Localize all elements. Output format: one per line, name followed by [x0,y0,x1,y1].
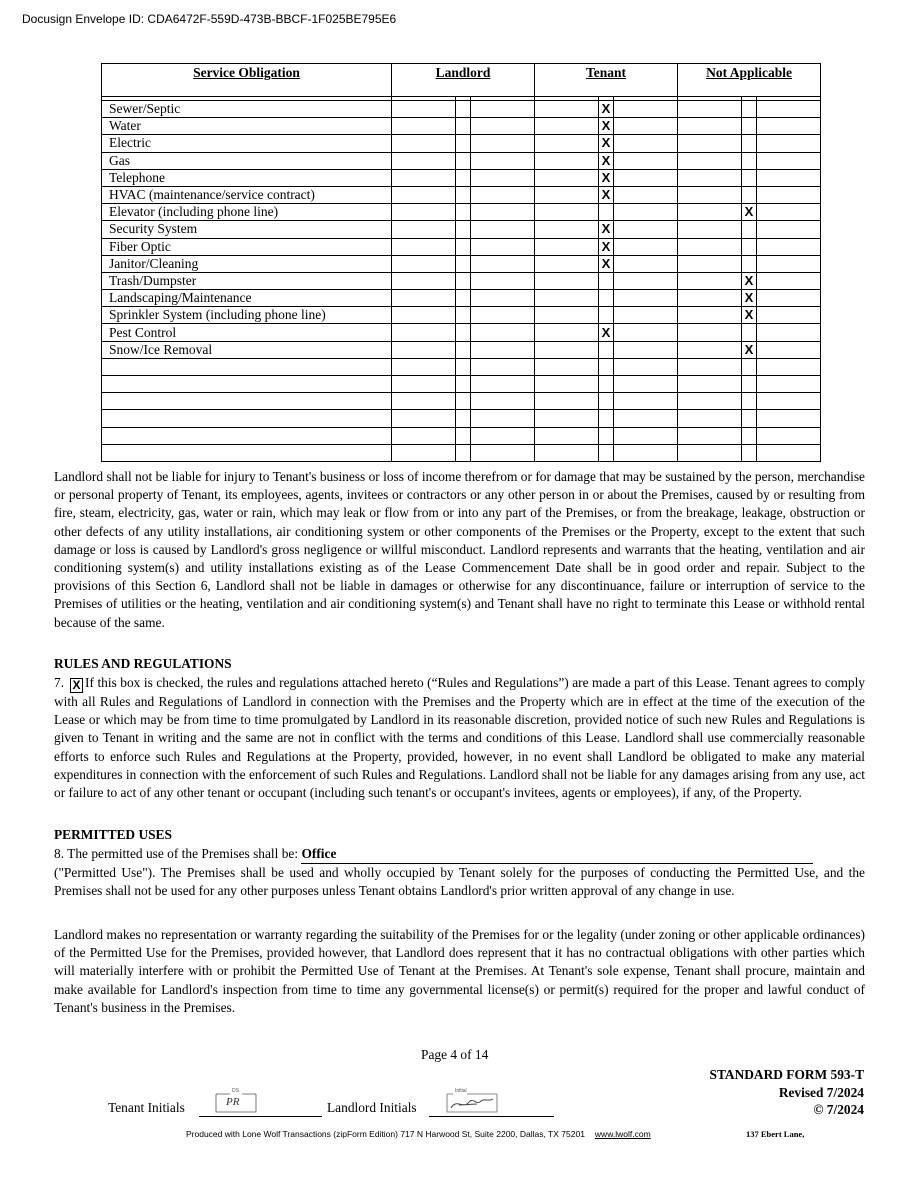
landlord-cell-pad [471,393,535,410]
not-applicable-cell-pad [678,204,742,221]
landlord-cell-pad [392,376,456,393]
landlord-cell-pad [392,169,456,186]
landlord-checkbox[interactable] [456,204,471,221]
not-applicable-checkbox[interactable] [742,376,757,393]
not-applicable-cell-pad [678,341,742,358]
service-row [102,169,821,186]
permitted-lead: 8. The permitted use of the Premises shall be: [54,846,299,861]
landlord-checkbox[interactable] [456,118,471,135]
not-applicable-cell-pad [678,238,742,255]
tenant-initials-tag: DS [232,1088,239,1094]
not-applicable-checkbox[interactable] [742,358,757,375]
not-applicable-checkbox[interactable] [742,427,757,444]
tenant-cell-pad [614,169,678,186]
not-applicable-checkbox[interactable] [742,169,757,186]
tenant-checkbox[interactable]: X [599,238,614,255]
permitted-paragraph [54,845,865,901]
service-row [102,221,821,238]
not-applicable-cell-pad [757,410,821,427]
not-applicable-cell-pad [757,307,821,324]
not-applicable-checkbox[interactable]: X [742,204,757,221]
not-applicable-checkbox[interactable] [742,410,757,427]
not-applicable-cell-pad [678,358,742,375]
header-landlord: Landlord [392,64,535,97]
not-applicable-cell-pad [757,135,821,152]
landlord-checkbox[interactable] [456,324,471,341]
landlord-checkbox[interactable] [456,393,471,410]
tenant-cell-pad [614,238,678,255]
header-tenant: Tenant [535,64,678,97]
landlord-checkbox[interactable] [456,135,471,152]
tenant-checkbox[interactable]: X [599,135,614,152]
tenant-cell-pad [535,152,599,169]
tenant-initials-value: PR [226,1096,240,1108]
not-applicable-cell-pad [757,427,821,444]
not-applicable-cell-pad [757,272,821,289]
landlord-cell-pad [392,410,456,427]
rules-paragraph [54,674,865,802]
tenant-initials-label: Tenant Initials [108,1100,185,1115]
tenant-checkbox[interactable]: X [599,169,614,186]
service-row [102,152,821,169]
landlord-signature-scribble [451,1099,493,1108]
tenant-cell-pad [614,101,678,118]
tenant-cell-pad [535,393,599,410]
not-applicable-checkbox[interactable]: X [742,341,757,358]
service-row [102,272,821,289]
tenant-checkbox[interactable]: X [599,152,614,169]
not-applicable-checkbox[interactable] [742,238,757,255]
tenant-cell-pad [614,118,678,135]
tenant-checkbox[interactable]: X [599,221,614,238]
rules-heading: RULES AND REGULATIONS [54,656,232,671]
tenant-checkbox[interactable] [599,307,614,324]
tenant-cell-pad [614,324,678,341]
not-applicable-checkbox[interactable] [742,152,757,169]
not-applicable-checkbox[interactable] [742,221,757,238]
form-name: STANDARD FORM 593-T [709,1067,864,1082]
not-applicable-cell-pad [757,118,821,135]
landlord-initials-tag: Initial [455,1088,467,1094]
tenant-cell-pad [535,169,599,186]
landlord-initials-label: Landlord Initials [327,1100,417,1115]
service-label: Trash/Dumpster [102,272,392,289]
landlord-checkbox[interactable] [456,169,471,186]
service-label [102,358,392,375]
envelope-id: Docusign Envelope ID: CDA6472F-559D-473B-BBCF-1F025BE795E6 [22,12,397,26]
service-row [102,204,821,221]
landlord-cell-pad [471,341,535,358]
not-applicable-cell-pad [757,341,821,358]
tenant-cell-pad [535,341,599,358]
service-label [102,393,392,410]
liability-paragraph: Landlord shall not be liable for injury to Tenant's business or loss of income therefrom or for damage that may be sustained by the person, merchandise or personal property of Tenant, its employees, agents, invitees or contractors or any other person in or about the Premises, caused by or resulting from fire, steam, electricity, gas, water or rain, which may leak or flow from or into any part of the Premises, or from the breakage, leakage, obstruction or other defects of any utility installations, air conditioning system or other components of the Premises or the Property, except to the extent that such damage or loss is caused by Landlord's gross negligence or willful misconduct. Landlord represents and warrants that the heating, ventilation and air conditioning system(s) and utility installations existing as of the Lease Commencement Date shall be in good order and repair. Subject to the provisions of this Section 6, Landlord shall not be liable in damages or otherwise for any discontinuance, failure or interruption of service to the Premises of utilities or the heating, ventilation and air conditioning system(s) and Tenant shall have no right to terminate this Lease or withhold rental because of the same. [54,469,865,630]
tenant-checkbox[interactable] [599,204,614,221]
service-label: Elevator (including phone line) [102,204,392,221]
not-applicable-cell-pad [678,221,742,238]
service-row [102,238,821,255]
service-label: Fiber Optic [102,238,392,255]
not-applicable-checkbox[interactable] [742,444,757,461]
service-label: Sprinkler System (including phone line) [102,307,392,324]
not-applicable-cell-pad [757,152,821,169]
not-applicable-checkbox[interactable] [742,255,757,272]
not-applicable-cell-pad [757,393,821,410]
service-row [102,341,821,358]
tenant-checkbox[interactable] [599,376,614,393]
tenant-cell-pad [535,135,599,152]
tenant-checkbox[interactable] [599,444,614,461]
not-applicable-checkbox[interactable] [742,393,757,410]
service-label: Pest Control [102,324,392,341]
not-applicable-cell-pad [678,290,742,307]
landlord-cell-pad [471,410,535,427]
tenant-checkbox[interactable] [599,410,614,427]
not-applicable-cell-pad [757,376,821,393]
service-label [102,376,392,393]
tenant-checkbox[interactable] [599,290,614,307]
not-applicable-cell-pad [757,238,821,255]
not-applicable-cell-pad [678,118,742,135]
landlord-checkbox[interactable] [456,290,471,307]
landlord-checkbox[interactable] [456,427,471,444]
landlord-cell-pad [471,324,535,341]
service-row [102,358,821,375]
landlord-checkbox[interactable] [456,444,471,461]
service-obligation-table [101,63,820,457]
tenant-checkbox[interactable] [599,427,614,444]
landlord-cell-pad [392,324,456,341]
tenant-cell-pad [535,324,599,341]
landlord-cell-pad [471,221,535,238]
landlord-cell-pad [392,272,456,289]
not-applicable-cell-pad [757,444,821,461]
service-label [102,427,392,444]
not-applicable-cell-pad [678,272,742,289]
lwolf-link[interactable]: www.lwolf.com [594,1129,651,1139]
produced-with-line [186,1129,651,1139]
landlord-cell-pad [471,135,535,152]
service-label: Janitor/Cleaning [102,255,392,272]
landlord-cell-pad [392,341,456,358]
landlord-cell-pad [471,358,535,375]
tenant-cell-pad [535,118,599,135]
tenant-cell-pad [535,221,599,238]
service-row [102,410,821,427]
not-applicable-cell-pad [757,255,821,272]
tenant-cell-pad [614,272,678,289]
landlord-checkbox[interactable] [456,238,471,255]
service-row [102,393,821,410]
landlord-cell-pad [471,152,535,169]
not-applicable-cell-pad [678,307,742,324]
service-label: HVAC (maintenance/service contract) [102,186,392,203]
not-applicable-cell-pad [757,290,821,307]
not-applicable-cell-pad [757,169,821,186]
tenant-cell-pad [614,135,678,152]
not-applicable-cell-pad [678,152,742,169]
landlord-cell-pad [471,272,535,289]
landlord-cell-pad [392,358,456,375]
landlord-cell-pad [392,135,456,152]
service-label [102,444,392,461]
service-row [102,255,821,272]
not-applicable-checkbox[interactable]: X [742,290,757,307]
landlord-cell-pad [392,101,456,118]
tenant-initials-stamp [212,1088,260,1114]
rules-number: 7. [54,675,65,690]
tenant-cell-pad [535,427,599,444]
service-row [102,101,821,118]
landlord-cell-pad [392,186,456,203]
not-applicable-checkbox[interactable] [742,118,757,135]
tenant-cell-pad [614,204,678,221]
produced-text: Produced with Lone Wolf Transactions (zipForm Edition) 717 N Harwood St, Suite 2200, Dallas, TX 75201 [186,1129,585,1139]
not-applicable-checkbox[interactable] [742,186,757,203]
landlord-cell-pad [392,238,456,255]
landlord-cell-pad [471,290,535,307]
landlord-checkbox[interactable] [456,272,471,289]
tenant-cell-pad [535,255,599,272]
tenant-cell-pad [535,290,599,307]
not-applicable-checkbox[interactable]: X [742,272,757,289]
header-not-applicable: Not Applicable [678,64,821,97]
tenant-cell-pad [535,186,599,203]
landlord-cell-pad [471,101,535,118]
not-applicable-cell-pad [757,324,821,341]
service-label: Gas [102,152,392,169]
tenant-cell-pad [614,410,678,427]
landlord-cell-pad [392,204,456,221]
landlord-cell-pad [392,393,456,410]
tenant-checkbox[interactable] [599,358,614,375]
form-revised: Revised 7/2024 [778,1084,864,1100]
not-applicable-cell-pad [678,135,742,152]
tenant-cell-pad [535,272,599,289]
tenant-cell-pad [614,221,678,238]
landlord-initials-line[interactable] [429,1115,554,1117]
page-number: Page 4 of 14 [421,1047,489,1062]
permitted-heading: PERMITTED USES [54,827,172,842]
landlord-checkbox[interactable] [456,410,471,427]
landlord-cell-pad [471,118,535,135]
not-applicable-cell-pad [757,101,821,118]
landlord-cell-pad [392,290,456,307]
service-row [102,307,821,324]
landlord-cell-pad [471,204,535,221]
not-applicable-cell-pad [678,444,742,461]
tenant-cell-pad [535,204,599,221]
not-applicable-cell-pad [678,255,742,272]
tenant-cell-pad [535,101,599,118]
service-row [102,290,821,307]
landlord-cell-pad [471,186,535,203]
landlord-cell-pad [392,444,456,461]
tenant-checkbox[interactable] [599,341,614,358]
service-row [102,135,821,152]
landlord-cell-pad [471,255,535,272]
landlord-checkbox[interactable] [456,341,471,358]
tenant-cell-pad [614,186,678,203]
not-applicable-cell-pad [678,324,742,341]
landlord-cell-pad [392,427,456,444]
service-row [102,324,821,341]
tenant-checkbox[interactable]: X [599,118,614,135]
tenant-cell-pad [614,427,678,444]
service-label: Landscaping/Maintenance [102,290,392,307]
tenant-checkbox[interactable]: X [599,186,614,203]
rules-text: If this box is checked, the rules and regulations attached hereto (“Rules and Regulations”) are made a part of this Lease. Tenant agrees to comply with all Rules and Regulations of Landlord in connection with the Premises and the Property which are in effect at the time of the execution of the Lease or which may be from time to time promulgated by Landlord in its reasonable discretion, provided notice of such new Rules and Regulations is given to Tenant in writing and the same are not in conflict with the terms and conditions of this Lease. Landlord shall use commercially reasonable efforts to enforce such Rules and Regulations at the Property, provided, however, in no event shall Landlord be obligated to make any material expenditures in connection with the enforcement of such Rules and Regulations. Landlord shall not be liable for any damages arising from any use, act or failure to act of any other tenant or occupant (including such tenant's or occupant's invitees, agents or employees), if any, of the Property. [54,675,865,801]
permitted-paragraph-2: Landlord makes no representation or warranty regarding the suitability of the Premises for or the legality (under zoning or other applicable ordinances) of the Permitted Use for the Premises, provided however, that Landlord does represent that it has no contractual obligations with other parties which will materially interfere with or prohibit the Permitted Use of Tenant at the Premises. At Tenant's sole expense, Tenant shall procure, maintain and make available for Landlord's inspection from time to time any governmental license(s) or permit(s) required for the proper and lawful conduct of Tenant's business in the Premises. [54,927,865,1015]
tenant-checkbox[interactable] [599,272,614,289]
service-row [102,376,821,393]
landlord-cell-pad [392,118,456,135]
not-applicable-cell-pad [678,376,742,393]
landlord-cell-pad [392,255,456,272]
service-label: Security System [102,221,392,238]
tenant-cell-pad [614,444,678,461]
landlord-checkbox[interactable] [456,307,471,324]
rules-checkbox[interactable]: X [70,678,83,693]
service-label [102,410,392,427]
service-row [102,427,821,444]
landlord-cell-pad [392,307,456,324]
not-applicable-cell-pad [757,186,821,203]
tenant-cell-pad [535,444,599,461]
tenant-cell-pad [535,358,599,375]
landlord-cell-pad [471,169,535,186]
tenant-cell-pad [614,307,678,324]
tenant-cell-pad [614,358,678,375]
form-copyright: © 7/2024 [813,1102,864,1117]
landlord-checkbox[interactable] [456,376,471,393]
service-label: Electric [102,135,392,152]
permitted-text: ("Permitted Use"). The Premises shall be used and wholly occupied by Tenant solely for the purposes of conducting the Permitted Use, and the Premises shall not be used for any other purposes unless Tenant obtains Landlord's prior written approval of any change in use. [54,865,865,899]
not-applicable-checkbox[interactable] [742,135,757,152]
landlord-checkbox[interactable] [456,358,471,375]
not-applicable-cell-pad [757,204,821,221]
tenant-cell-pad [614,376,678,393]
tenant-cell-pad [614,152,678,169]
not-applicable-checkbox[interactable] [742,101,757,118]
tenant-cell-pad [614,255,678,272]
tenant-cell-pad [535,410,599,427]
landlord-cell-pad [471,376,535,393]
standard-form-block [710,1066,864,1119]
tenant-cell-pad [535,238,599,255]
landlord-initials-stamp [443,1088,501,1115]
landlord-cell-pad [392,221,456,238]
service-row [102,444,821,461]
service-label: Water [102,118,392,135]
landlord-cell-pad [471,427,535,444]
tenant-checkbox[interactable]: X [599,255,614,272]
not-applicable-cell-pad [678,393,742,410]
tenant-checkbox[interactable] [599,393,614,410]
landlord-cell-pad [471,444,535,461]
tenant-cell-pad [614,341,678,358]
landlord-cell-pad [471,238,535,255]
not-applicable-cell-pad [678,186,742,203]
not-applicable-cell-pad [678,427,742,444]
service-label: Sewer/Septic [102,101,392,118]
tenant-cell-pad [614,290,678,307]
service-row [102,118,821,135]
tenant-checkbox[interactable]: X [599,101,614,118]
landlord-checkbox[interactable] [456,152,471,169]
not-applicable-cell-pad [757,358,821,375]
header-service-obligation: Service Obligation [102,64,392,97]
tenant-cell-pad [614,393,678,410]
service-label: Telephone [102,169,392,186]
tenant-cell-pad [535,376,599,393]
landlord-checkbox[interactable] [456,221,471,238]
not-applicable-checkbox[interactable] [742,324,757,341]
not-applicable-cell-pad [678,101,742,118]
not-applicable-cell-pad [678,410,742,427]
not-applicable-cell-pad [757,221,821,238]
tenant-checkbox[interactable]: X [599,324,614,341]
property-address: 137 Ebert Lane, [746,1129,805,1139]
landlord-checkbox[interactable] [456,101,471,118]
landlord-checkbox[interactable] [456,255,471,272]
tenant-cell-pad [535,307,599,324]
tenant-initials-line[interactable] [199,1115,322,1117]
permitted-use-field[interactable]: Office [301,845,813,864]
landlord-checkbox[interactable] [456,186,471,203]
service-row [102,186,821,203]
landlord-cell-pad [471,307,535,324]
not-applicable-checkbox[interactable]: X [742,307,757,324]
service-label: Snow/Ice Removal [102,341,392,358]
landlord-cell-pad [392,152,456,169]
not-applicable-cell-pad [678,169,742,186]
